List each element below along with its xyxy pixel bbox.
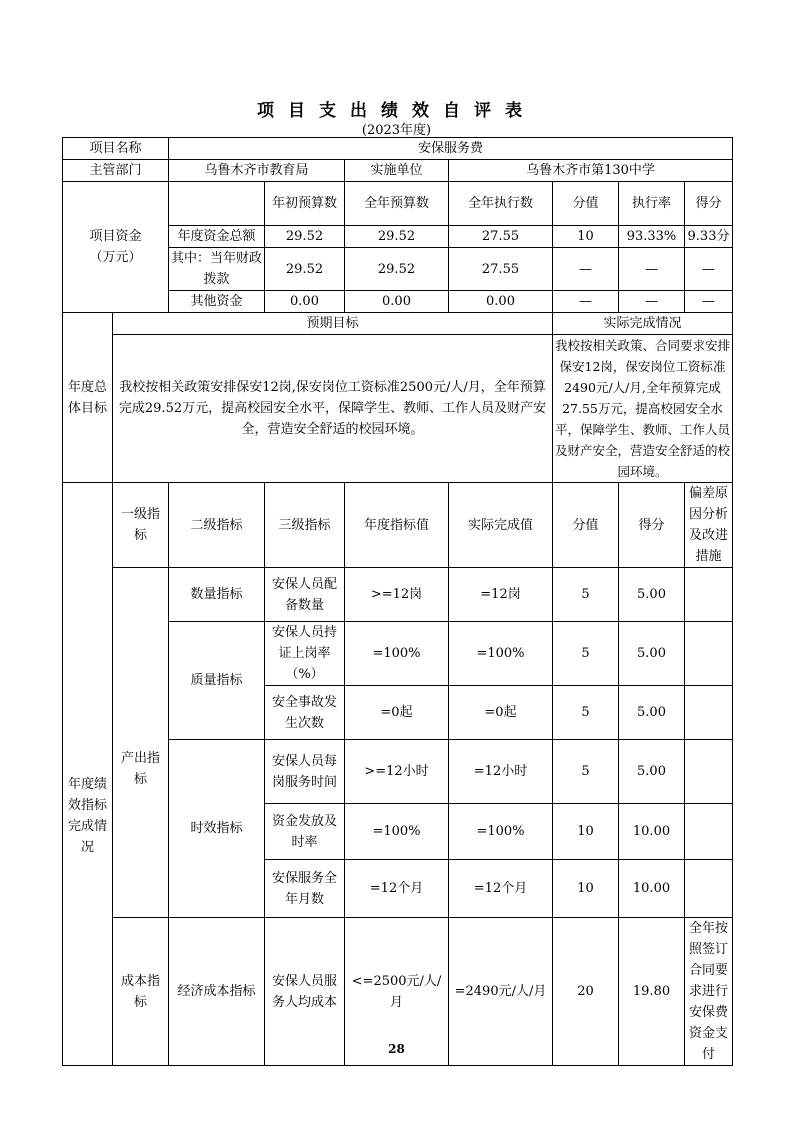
indicator-header: 分值 (553, 483, 619, 568)
indicator-target: >=12小时 (345, 740, 449, 804)
funds-row-label: 年度资金总额 (169, 226, 265, 248)
funds-header: 年初预算数 (265, 182, 345, 226)
funds-cell: — (553, 291, 619, 313)
indicator-score-value: 5 (553, 568, 619, 622)
funds-label: 项目资金 （万元） (63, 182, 169, 313)
funds-cell: 29.52 (265, 248, 345, 291)
funds-cell: 10 (553, 226, 619, 248)
page-number: 28 (388, 1042, 405, 1056)
indicator-level3: 安保人员持证上岗率（%） (265, 622, 345, 686)
indicator-score-value: 10 (553, 860, 619, 918)
indicator-header: 年度指标值 (345, 483, 449, 568)
indicator-target: >=12岗 (345, 568, 449, 622)
indicator-target: =12个月 (345, 860, 449, 918)
dept-label: 主管部门 (63, 160, 169, 182)
indicator-score-value: 10 (553, 804, 619, 860)
indicator-level3: 安保人员每岗服务时间 (265, 740, 345, 804)
project-name: 安保服务费 (169, 138, 733, 160)
indicator-level2: 经济成本指标 (169, 918, 265, 1066)
project-name-label: 项目名称 (63, 138, 169, 160)
funds-cell: 29.52 (345, 226, 449, 248)
indicator-deviation (685, 804, 733, 860)
indicator-header: 一级指标 (113, 483, 169, 568)
indicator-level3: 安保人员配备数量 (265, 568, 345, 622)
indicator-actual: =100% (449, 804, 553, 860)
indicator-header: 三级指标 (265, 483, 345, 568)
indicator-corner (63, 483, 113, 568)
funds-header: 得分 (685, 182, 733, 226)
indicator-level2: 时效指标 (169, 740, 265, 918)
indicator-score: 10.00 (619, 860, 685, 918)
dept-value: 乌鲁木齐市教育局 (169, 160, 345, 182)
indicator-score: 5.00 (619, 686, 685, 740)
funds-cell: 0.00 (449, 291, 553, 313)
indicator-score-value: 5 (553, 622, 619, 686)
goals-label: 年度总体目标 (63, 313, 113, 483)
page-title: 项目支出绩效自评表 (257, 101, 536, 121)
indicator-deviation (685, 860, 733, 918)
indicator-score-value: 20 (553, 918, 619, 1066)
funds-row-label: 其他资金 (169, 291, 265, 313)
unit-label: 实施单位 (345, 160, 449, 182)
indicator-score: 19.80 (619, 918, 685, 1066)
funds-header: 执行率 (619, 182, 685, 226)
funds-cell: 29.52 (345, 248, 449, 291)
funds-cell: — (685, 291, 733, 313)
funds-cell: 93.33% (619, 226, 685, 248)
indicator-actual: =12岗 (449, 568, 553, 622)
funds-cell: 27.55 (449, 248, 553, 291)
indicator-level3: 安全事故发生次数 (265, 686, 345, 740)
indicator-score: 5.00 (619, 622, 685, 686)
indicator-level2: 质量指标 (169, 622, 265, 740)
expected-goal-label: 预期目标 (113, 313, 553, 335)
indicator-target: =0起 (345, 686, 449, 740)
indicator-deviation (685, 568, 733, 622)
funds-header: 全年执行数 (449, 182, 553, 226)
funds-header: 分值 (553, 182, 619, 226)
funds-cell: 0.00 (345, 291, 449, 313)
indicator-target: =100% (345, 804, 449, 860)
indicator-deviation (685, 622, 733, 686)
unit-value: 乌鲁木齐市第130中学 (449, 160, 733, 182)
funds-row-label: 其中：当年财政拨款 (169, 248, 265, 291)
funds-cell: 0.00 (265, 291, 345, 313)
indicator-deviation: 全年按照签订合同要求进行安保费资金支付 (685, 918, 733, 1066)
cost-indicator-label: 成本指标 (113, 918, 169, 1066)
indicator-actual: =12小时 (449, 740, 553, 804)
funds-corner (169, 182, 265, 226)
funds-cell: — (553, 248, 619, 291)
indicator-actual: =100% (449, 622, 553, 686)
output-indicator-label: 产出指标 (113, 622, 169, 918)
indicator-actual: =12个月 (449, 860, 553, 918)
indicator-level1-blank (113, 568, 169, 622)
funds-cell: — (685, 248, 733, 291)
funds-cell: — (619, 291, 685, 313)
funds-cell: — (619, 248, 685, 291)
indicators-section-label: 年度绩效指标完成情况 (63, 568, 113, 1066)
year-subtitle: (2023年度) (361, 123, 432, 138)
indicator-level3: 安保人员服务人均成本 (265, 918, 345, 1066)
indicator-actual: =0起 (449, 686, 553, 740)
indicator-score: 5.00 (619, 568, 685, 622)
indicator-deviation (685, 740, 733, 804)
funds-cell: 9.33分 (685, 226, 733, 248)
indicator-score: 10.00 (619, 804, 685, 860)
indicator-level3: 安保服务全年月数 (265, 860, 345, 918)
funds-cell: 29.52 (265, 226, 345, 248)
indicator-score-value: 5 (553, 740, 619, 804)
indicator-score-value: 5 (553, 686, 619, 740)
indicator-header: 偏差原因分析及改进措施 (685, 483, 733, 568)
indicator-header: 得分 (619, 483, 685, 568)
indicator-score: 5.00 (619, 740, 685, 804)
performance-table (62, 137, 733, 1066)
indicator-level2: 数量指标 (169, 568, 265, 622)
indicator-level3: 资金发放及时率 (265, 804, 345, 860)
indicator-target: =100% (345, 622, 449, 686)
indicator-deviation (685, 686, 733, 740)
expected-goal-text: 我校按相关政策安排保安12岗,保安岗位工资标准2500元/人/月，全年预算完成29.52万元，提高校园安全水平，保障学生、教师、工作人员及财产安全，营造安全舒适的校园环境。 (113, 335, 553, 483)
actual-goal-text: 我校按相关政策、合同要求安排保安12岗，保安岗位工资标准2490元/人/月,全年预算完成27.55万元，提高校园安全水平，保障学生、教师、工作人员及财产安全，营造安全舒适的校园环境。 (553, 335, 733, 483)
indicator-target: <=2500元/人/月 (345, 918, 449, 1066)
indicator-header: 二级指标 (169, 483, 265, 568)
funds-header: 全年预算数 (345, 182, 449, 226)
funds-cell: 27.55 (449, 226, 553, 248)
actual-goal-label: 实际完成情况 (553, 313, 733, 335)
indicator-header: 实际完成值 (449, 483, 553, 568)
indicator-actual: =2490元/人/月 (449, 918, 553, 1066)
